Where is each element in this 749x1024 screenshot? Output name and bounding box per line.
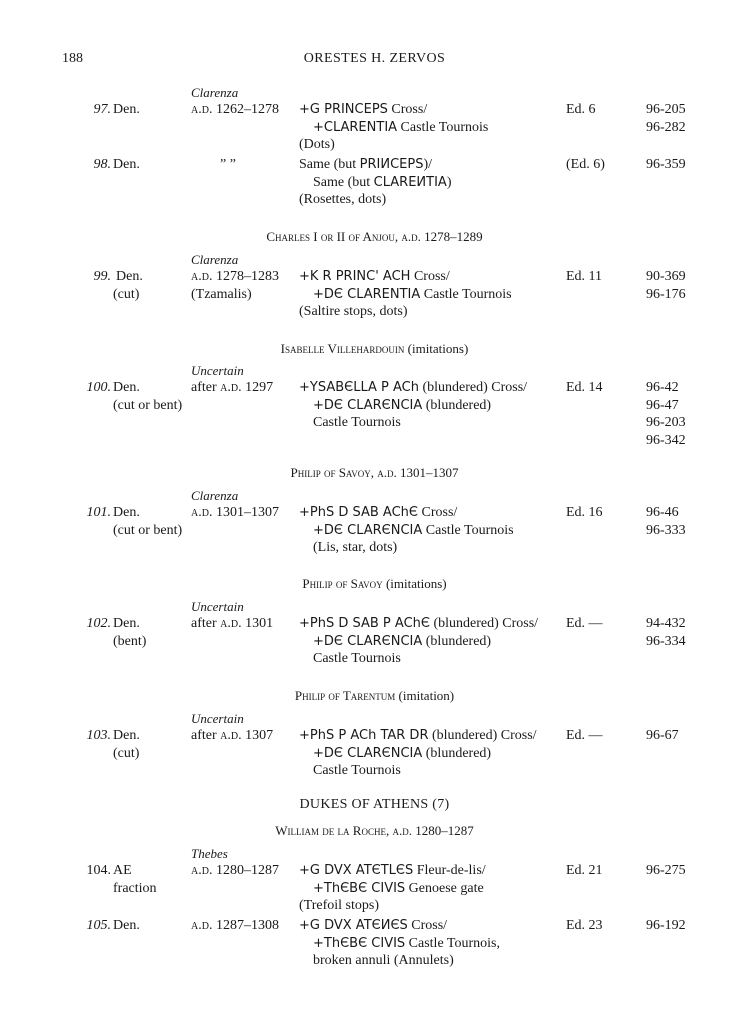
- obverse-description: +G DVX ATЄTLЄS Fleur-de-lis/: [299, 863, 486, 878]
- entry-number: 97.: [93, 102, 111, 117]
- entry-number: 103.: [86, 728, 111, 743]
- obverse-description: +PhS P ACh TAR DR (blundered) Cross/: [299, 728, 537, 743]
- edition-reference: (Ed. 6): [566, 157, 605, 172]
- entry-note: (Rosettes, dots): [299, 192, 387, 207]
- denomination-condition: (cut or bent): [113, 522, 183, 538]
- obverse-description: Same (but PRIИCEPS)/: [299, 157, 433, 172]
- edition-reference: Ed. 14: [566, 380, 603, 395]
- inventory-number: 96-342: [646, 432, 686, 448]
- denomination: Den.: [113, 616, 140, 631]
- section-heading-philip-savoy: Philip of Savoy, a.d. 1301–1307: [290, 465, 459, 480]
- entry-note: Castle Tournois: [313, 651, 401, 666]
- reverse-description: +DЄ CLARЄNCIA (blundered): [313, 397, 492, 413]
- denomination-condition: (bent): [113, 633, 147, 649]
- inventory-number: 96-334: [646, 633, 686, 649]
- denomination-condition: (cut): [113, 745, 140, 761]
- entry-note: (Saltire stops, dots): [299, 304, 408, 319]
- reverse-description: +ThЄBЄ CIVIS Genoese gate: [313, 880, 484, 896]
- entry-number: 101.: [86, 505, 111, 520]
- date: after a.d. 1301: [191, 616, 274, 631]
- mint-label: Thebes: [191, 846, 228, 861]
- edition-reference: Ed. —: [566, 616, 603, 631]
- mint-label: Uncertain: [191, 711, 244, 726]
- mint-label: Uncertain: [191, 599, 244, 614]
- inventory-number: 96-333: [646, 522, 686, 538]
- section-heading-philip-tarentum: Philip of Tarentum (imitation): [294, 688, 455, 703]
- edition-reference: Ed. 23: [566, 918, 603, 933]
- edition-reference: Ed. —: [566, 728, 603, 743]
- date: a.d. 1262–1278: [191, 102, 279, 117]
- reverse-description: +ThЄBЄ CIVIS Castle Tournois,: [313, 935, 500, 951]
- entry-note: (Dots): [299, 137, 335, 152]
- inventory-number: 96-192: [646, 918, 686, 933]
- denomination: Den.: [113, 157, 140, 172]
- entry-number: 98.: [93, 157, 111, 172]
- denomination: Den.: [113, 505, 140, 520]
- edition-reference: Ed. 21: [566, 863, 603, 878]
- entry-note: (Lis, star, dots): [313, 540, 398, 555]
- obverse-description: +K R PRINC' ACH Cross/: [299, 269, 450, 284]
- mint-label: Clarenza: [191, 85, 239, 100]
- reverse-description: +DЄ CLARЄNCIA Castle Tournois: [313, 522, 514, 538]
- entry-number: 104.: [86, 863, 111, 878]
- obverse-description: +G PRINCEPS Cross/: [299, 102, 428, 117]
- entry-number: 100.: [86, 380, 111, 395]
- entry-note: broken annuli (Annulets): [313, 953, 454, 968]
- entry-note: Castle Tournois: [313, 415, 401, 430]
- edition-reference: Ed. 16: [566, 505, 603, 520]
- denomination-type: fraction: [113, 880, 157, 896]
- inventory-number: 96-46: [646, 505, 679, 520]
- inventory-number: 96-205: [646, 102, 686, 117]
- reverse-description: +DЄ CLARЄNCIA (blundered): [313, 745, 492, 761]
- inventory-number: 90-369: [646, 269, 686, 284]
- inventory-number: 96-47: [646, 397, 679, 413]
- entry-number: 99.: [93, 269, 111, 284]
- ditto-marks: ” ”: [220, 157, 236, 172]
- date: a.d. 1287–1308: [191, 918, 279, 933]
- denomination: AE: [113, 863, 132, 878]
- date-source: (Tzamalis): [191, 286, 252, 302]
- denomination: Den.: [113, 102, 140, 117]
- reverse-description: +DЄ CLARENTIA Castle Tournois: [313, 286, 512, 302]
- reverse-description: +CLARENTIA Castle Tournois: [313, 119, 489, 135]
- inventory-number: 96-203: [646, 415, 686, 430]
- inventory-number: 96-67: [646, 728, 679, 743]
- inventory-number: 96-282: [646, 119, 686, 135]
- section-heading-dukes-of-athens: DUKES OF ATHENS (7): [299, 797, 450, 812]
- obverse-description: +YSABЄLLA P ACh (blundered) Cross/: [299, 380, 528, 395]
- denomination-condition: (cut): [113, 286, 140, 302]
- denomination: Den.: [113, 918, 140, 933]
- date: after a.d. 1297: [191, 380, 274, 395]
- date: a.d. 1301–1307: [191, 505, 279, 520]
- denomination-condition: (cut or bent): [113, 397, 183, 413]
- page-number: 188: [62, 51, 83, 66]
- inventory-number: 96-176: [646, 286, 686, 302]
- inventory-number: 96-359: [646, 157, 686, 172]
- date: after a.d. 1307: [191, 728, 274, 743]
- mint-label: Clarenza: [191, 488, 239, 503]
- obverse-description: +PhS D SAB P AChЄ (blundered) Cross/: [299, 616, 539, 631]
- denomination: Den.: [113, 728, 140, 743]
- reverse-description: Same (but CLAREИTIA): [313, 174, 452, 190]
- entry-note: (Trefoil stops): [299, 898, 379, 913]
- entry-note: Castle Tournois: [313, 763, 401, 778]
- inventory-number: 94-432: [646, 616, 686, 631]
- denomination: Den.: [113, 380, 140, 395]
- inventory-number: 96-275: [646, 863, 686, 878]
- entry-number: 102.: [86, 616, 111, 631]
- denomination: Den.: [116, 269, 143, 284]
- edition-reference: Ed. 11: [566, 269, 603, 284]
- edition-reference: Ed. 6: [566, 102, 596, 117]
- running-header: [0, 50, 749, 70]
- reverse-description: +DЄ CLARЄNCIA (blundered): [313, 633, 492, 649]
- inventory-number: 96-42: [646, 380, 679, 395]
- obverse-description: +G DVX ATЄИЄS Cross/: [299, 918, 448, 933]
- section-heading-william: William de la Roche, a.d. 1280–1287: [275, 823, 474, 838]
- section-heading-charles: Charles I or II of Anjou, a.d. 1278–1289: [266, 229, 483, 244]
- date: a.d. 1278–1283: [191, 269, 279, 284]
- date: a.d. 1280–1287: [191, 863, 279, 878]
- section-heading-isabelle: Isabelle Villehardouin (imitations): [280, 341, 469, 356]
- running-title: ORESTES H. ZERVOS: [303, 51, 446, 66]
- entry-number: 105.: [86, 918, 111, 933]
- obverse-description: +PhS D SAB AChЄ Cross/: [299, 505, 458, 520]
- mint-label: Clarenza: [191, 252, 239, 267]
- mint-label: Uncertain: [191, 363, 244, 378]
- section-heading-philip-savoy-imitations: Philip of Savoy (imitations): [302, 576, 447, 591]
